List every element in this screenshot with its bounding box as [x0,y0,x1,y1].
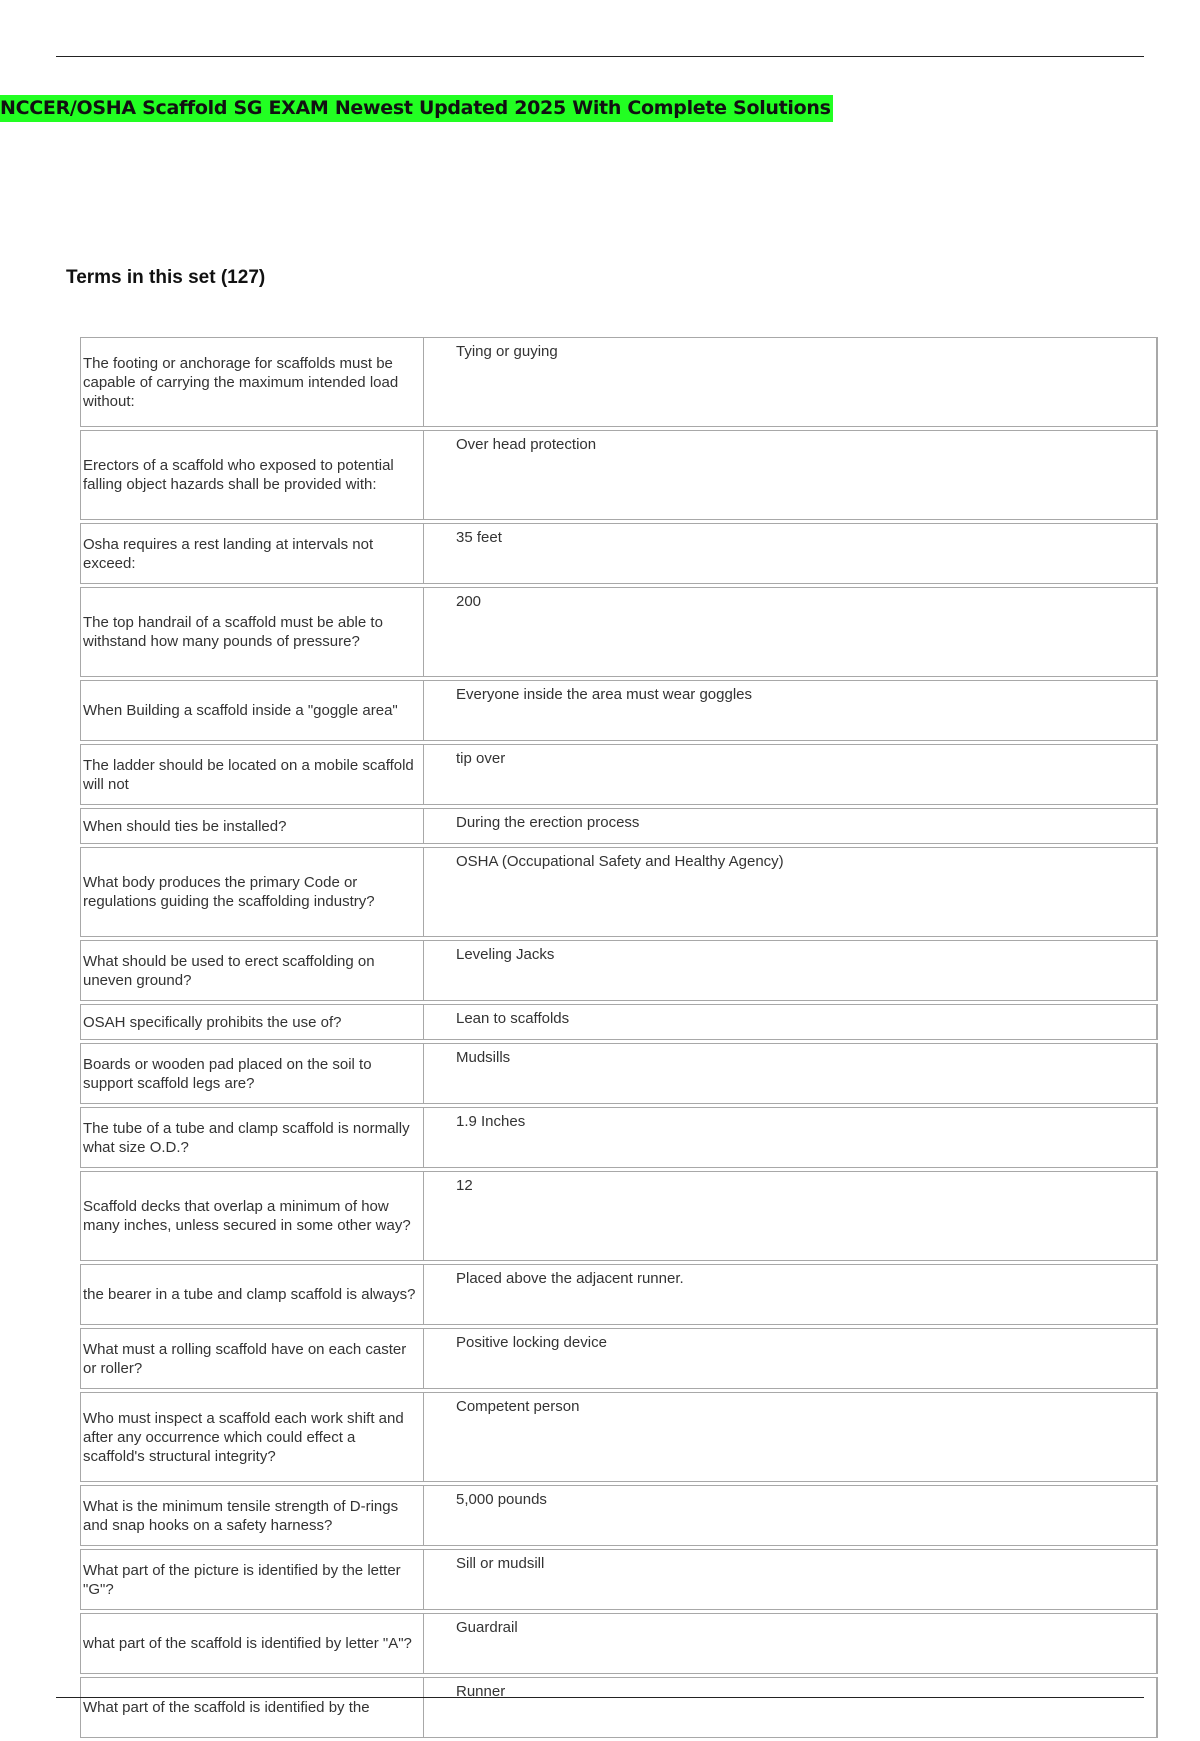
term-cell [80,808,424,844]
term-text: Osha requires a rest landing at intervals not exceed: [83,535,374,572]
term-text: What part of the scaffold is identified by the [83,1699,370,1716]
definition-text: Mudsills [456,1049,511,1066]
term-cell [80,847,424,937]
term-text: Boards or wooden pad placed on the soil to support scaffold legs are? [83,1055,372,1092]
term-text: Scaffold decks that overlap a minimum of how many inches, unless secured in some other way? [83,1198,411,1234]
definition-cell [424,847,1158,937]
document-title: NCCER/OSHA Scaffold SG EXAM Newest Updated 2025 With Complete Solutions [0,95,833,122]
definition-cell [424,940,1158,1001]
definition-cell [424,587,1158,677]
definition-text: Leveling Jacks [456,946,555,963]
definition-cell [424,1107,1158,1168]
term-cell [80,1549,424,1610]
term-row [80,1328,1158,1389]
definition-text: tip over [456,750,506,767]
term-text: Erectors of a scaffold who exposed to potential falling object hazards shall be provided with: [83,457,394,493]
term-cell [80,1392,424,1482]
bottom-rule [56,1697,1144,1698]
term-row [80,847,1158,937]
definition-text: Over head protection [456,436,597,453]
term-text: The footing or anchorage for scaffolds must be capable of carrying the maximum intended load without: [83,354,399,410]
definition-cell [424,808,1158,844]
definition-text: 200 [456,593,482,610]
definition-text: Lean to scaffolds [456,1010,570,1027]
term-text: What should be used to erect scaffolding on uneven ground? [83,952,375,989]
term-row [80,1613,1158,1674]
terms-table [80,334,1158,1741]
definition-text: 5,000 pounds [456,1491,547,1508]
term-text: OSAH specifically prohibits the use of? [83,1013,342,1031]
definition-text: Placed above the adjacent runner. [456,1270,684,1287]
term-text: The tube of a tube and clamp scaffold is normally what size O.D.? [83,1119,410,1156]
definition-cell [424,1485,1158,1546]
definition-text: Runner [456,1683,506,1700]
term-row [80,587,1158,677]
definition-cell [424,523,1158,584]
term-text: What must a rolling scaffold have on each caster or roller? [83,1340,407,1377]
term-row [80,1107,1158,1168]
term-cell [80,523,424,584]
definition-text: 1.9 Inches [456,1113,526,1130]
definition-cell [424,1004,1158,1040]
term-cell [80,1485,424,1546]
definition-text: Positive locking device [456,1334,607,1351]
term-row [80,1677,1158,1738]
term-row [80,523,1158,584]
term-cell [80,1107,424,1168]
term-cell [80,1043,424,1104]
term-row [80,744,1158,805]
term-row [80,1004,1158,1040]
term-cell [80,1004,424,1040]
term-row [80,808,1158,844]
term-cell [80,337,424,427]
definition-cell [424,337,1158,427]
term-text: When should ties be installed? [83,817,287,835]
definition-text: During the erection process [456,814,640,831]
definition-text: Everyone inside the area must wear goggles [456,686,753,703]
term-cell [80,680,424,741]
term-cell [80,1171,424,1261]
term-row [80,1392,1158,1482]
term-row [80,1264,1158,1325]
definition-cell [424,1677,1158,1738]
term-text: What part of the picture is identified by the letter "G"? [83,1561,401,1598]
definition-text: 12 [456,1177,473,1194]
definition-text: Guardrail [456,1619,518,1636]
term-cell [80,940,424,1001]
definition-cell [424,1392,1158,1482]
term-cell [80,587,424,677]
term-row [80,680,1158,741]
term-text: the bearer in a tube and clamp scaffold is always? [83,1286,416,1303]
definition-cell [424,1171,1158,1261]
definition-cell [424,1613,1158,1674]
definition-cell [424,1328,1158,1389]
definition-text: Tying or guying [456,343,558,360]
term-row [80,1043,1158,1104]
definition-cell [424,1549,1158,1610]
term-row [80,430,1158,520]
term-cell [80,1613,424,1674]
term-row [80,1171,1158,1261]
term-cell [80,1328,424,1389]
term-text: What body produces the primary Code or regulations guiding the scaffolding industry? [83,874,375,910]
definition-text: Sill or mudsill [456,1555,545,1572]
term-row [80,1485,1158,1546]
term-text: What is the minimum tensile strength of D-rings and snap hooks on a safety harness? [83,1497,399,1534]
term-row [80,337,1158,427]
definition-text: 35 feet [456,529,502,546]
definition-cell [424,430,1158,520]
term-row [80,940,1158,1001]
term-text: Who must inspect a scaffold each work shift and after any occurrence which could effect a scaffold's structural integrity? [83,1409,404,1465]
term-cell [80,430,424,520]
term-cell [80,1677,424,1738]
term-text: The ladder should be located on a mobile scaffold will not [83,756,414,793]
term-text: what part of the scaffold is identified by letter "A"? [83,1635,412,1652]
definition-text: Competent person [456,1398,580,1415]
set-heading: Terms in this set (127) [66,267,266,288]
term-text: When Building a scaffold inside a "goggle area" [83,702,398,719]
term-cell [80,1264,424,1325]
term-text: The top handrail of a scaffold must be able to withstand how many pounds of pressure? [83,614,383,650]
term-cell [80,744,424,805]
term-row [80,1549,1158,1610]
definition-cell [424,1043,1158,1104]
definition-cell [424,680,1158,741]
definition-cell [424,1264,1158,1325]
definition-text: OSHA (Occupational Safety and Healthy Agency) [456,853,784,870]
top-rule [56,56,1144,57]
definition-cell [424,744,1158,805]
